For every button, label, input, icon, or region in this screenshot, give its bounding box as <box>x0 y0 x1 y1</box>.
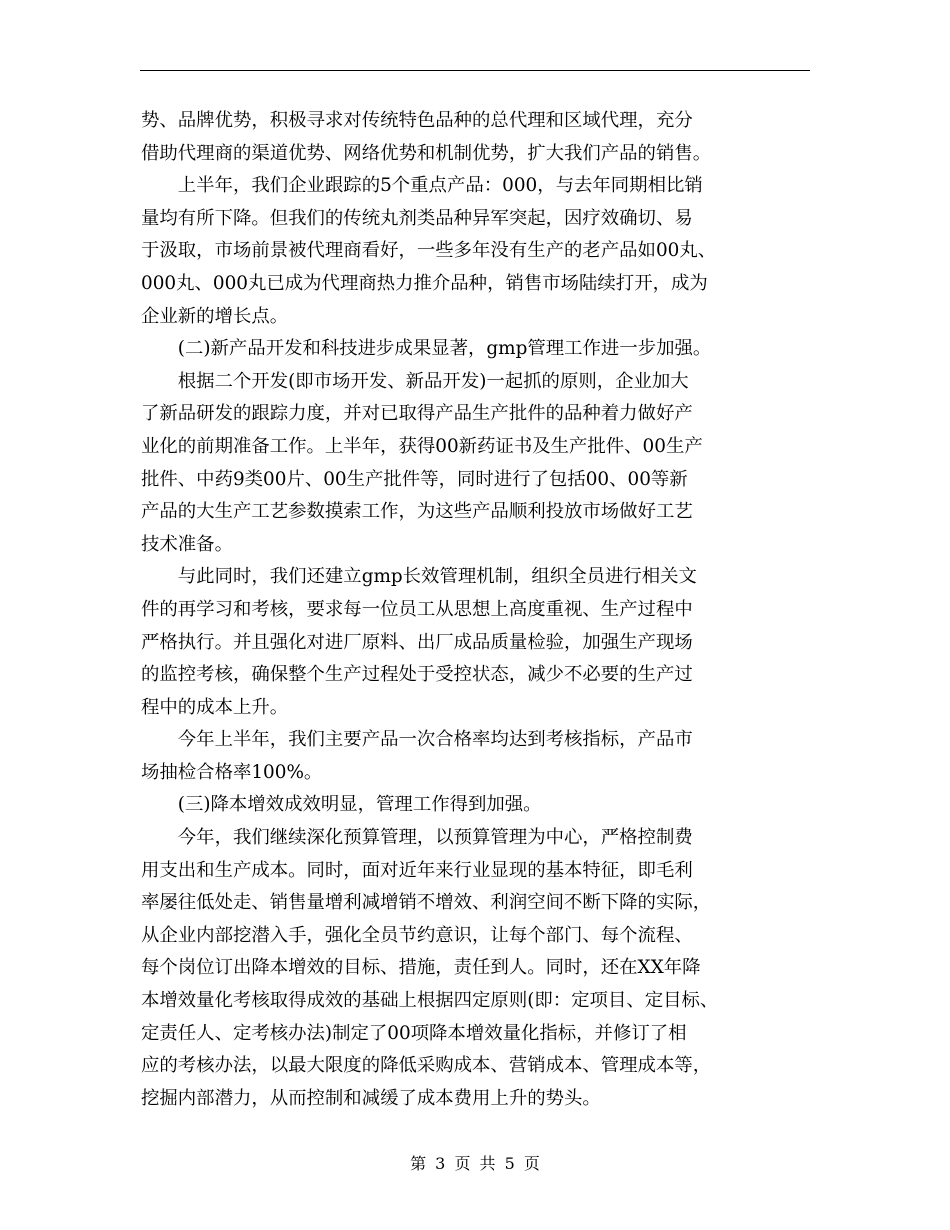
text-line: 了新品研发的跟踪力度，并对已取得产品生产批件的品种着力做好产 <box>141 403 693 425</box>
text-line: 势、品牌优势，积极寻求对传统特色品种的总代理和区域代理，充分 <box>141 110 693 131</box>
text-line: 程中的成本上升。 <box>141 696 289 718</box>
text-line: 企业新的增长点。 <box>141 305 289 327</box>
text-line: 量均有所下降。但我们的传统丸剂类品种异军突起，因疗效确切、易 <box>141 207 693 229</box>
text-line: 上半年，我们企业跟踪的5个重点产品：000，与去年同期相比销 <box>141 175 703 197</box>
text-line: 本增效量化考核取得成效的基础上根据四定原则(即：定项目、定目标、 <box>141 990 719 1012</box>
text-line: 于汲取，市场前景被代理商看好，一些多年没有生产的老产品如00丸、 <box>141 240 717 262</box>
section-heading: (三)降本增效成效明显，管理工作得到加强。 <box>141 794 542 816</box>
text-line: 根据二个开发(即市场开发、新品开发)一起抓的原则，企业加大 <box>141 370 689 392</box>
text-line: 挖掘内部潜力，从而控制和减缓了成本费用上升的势头。 <box>141 1087 601 1109</box>
text-line: 批件、中药9类00片、00生产批件等，同时进行了包括00、00等新 <box>141 468 688 490</box>
body-text <box>141 105 821 1115</box>
text-line: 与此同时，我们还建立gmp长效管理机制，组织全员进行相关文 <box>141 566 697 588</box>
text-line: 产品的大生产工艺参数摸索工作，为这些产品顺利投放市场做好工艺 <box>141 501 693 523</box>
text-line: 严格执行。并且强化对进厂原料、出厂成品质量检验，加强生产现场 <box>141 631 693 653</box>
section-heading: (二)新产品开发和科技进步成果显著，gmp管理工作进一步加强。 <box>141 338 712 360</box>
text-line: 件的再学习和考核，要求每一位员工从思想上高度重视、生产过程中 <box>141 598 693 620</box>
text-line: 从企业内部挖潜入手，强化全员节约意识，让每个部门、每个流程、 <box>141 924 693 946</box>
text-line: 今年，我们继续深化预算管理，以预算管理为中心，严格控制费 <box>141 827 693 849</box>
text-line: 000丸、000丸已成为代理商热力推介品种，销售市场陆续打开，成为 <box>141 272 708 294</box>
text-line: 用支出和生产成本。同时，面对近年来行业显现的基本特征，即毛利 <box>141 859 693 881</box>
text-line: 业化的前期准备工作。上半年，获得00新药证书及生产批件、00生产 <box>141 435 703 457</box>
text-line: 的监控考核，确保整个生产过程处于受控状态，减少不必要的生产过 <box>141 664 693 686</box>
text-line: 场抽检合格率100%。 <box>141 761 323 783</box>
header-rule <box>140 70 810 71</box>
text-line: 定责任人、定考核办法)制定了00项降本增效量化指标，并修订了相 <box>141 1022 687 1044</box>
text-line: 借助代理商的渠道优势、网络优势和机制优势，扩大我们产品的销售。 <box>141 142 712 164</box>
page-number-footer: 第 3 页 共 5 页 <box>410 1154 540 1173</box>
text-line: 应的考核办法，以最大限度的降低采购成本、营销成本、管理成本等， <box>141 1055 712 1077</box>
text-line: 技术准备。 <box>141 533 233 555</box>
text-line: 率屡往低处走、销售量增利减增销不增效、利润空间不断下降的实际， <box>141 892 712 914</box>
text-line: 每个岗位订出降本增效的目标、措施，责任到人。同时，还在XX年降 <box>141 957 701 979</box>
text-line: 今年上半年，我们主要产品一次合格率均达到考核指标，产品市 <box>141 729 693 751</box>
